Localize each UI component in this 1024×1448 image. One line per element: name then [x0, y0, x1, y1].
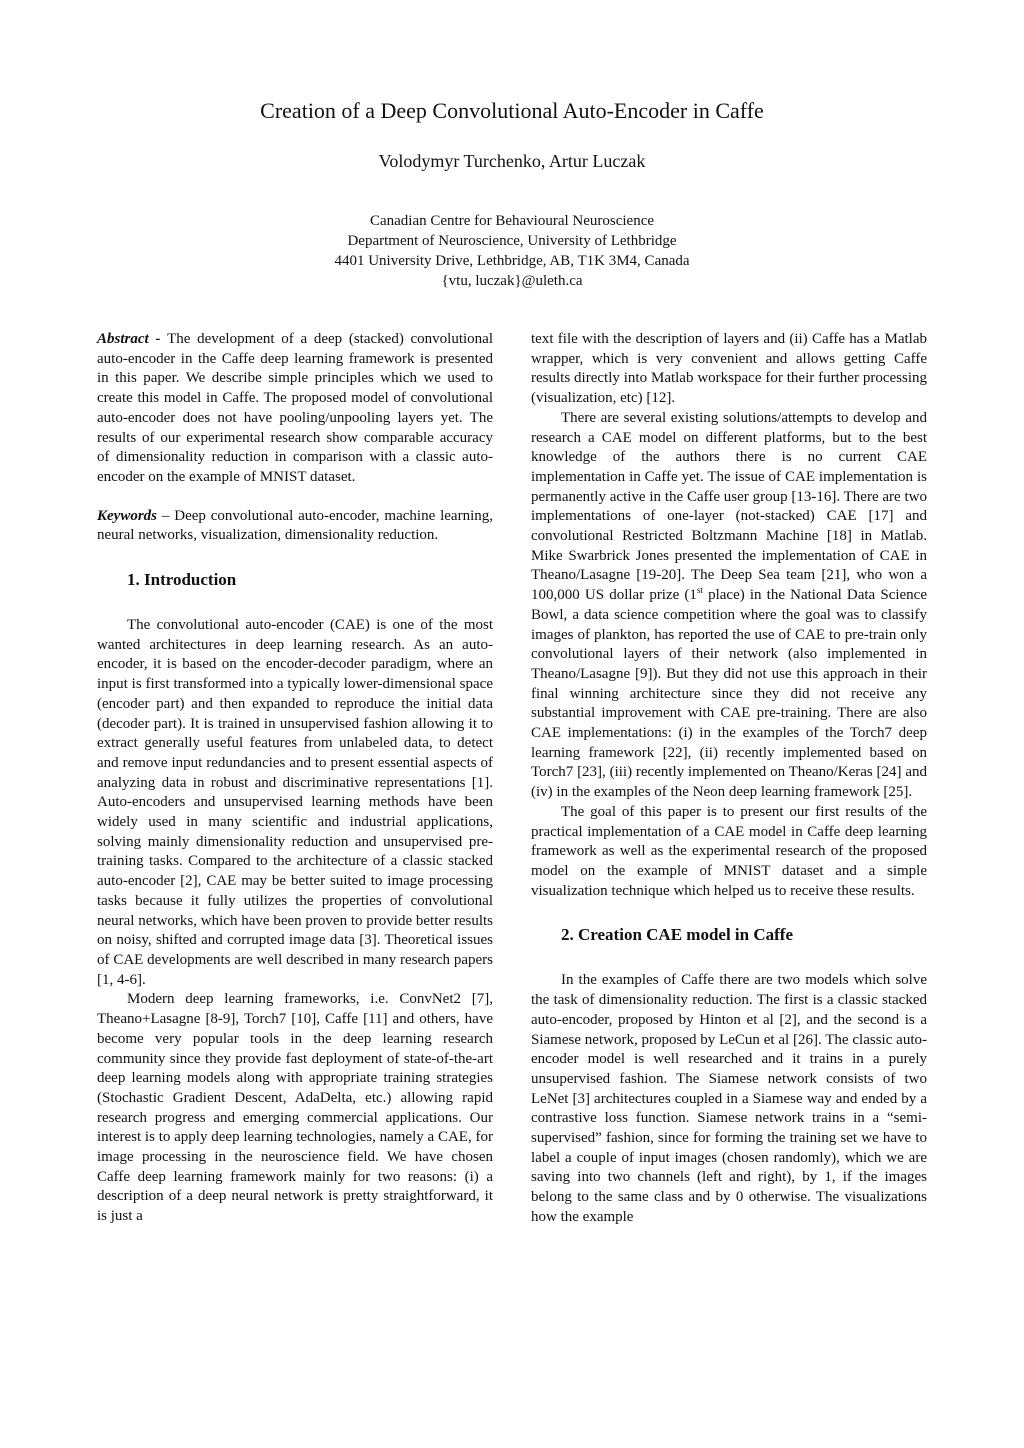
keywords-text: Deep convolutional auto-encoder, machine learning, neural networks, visualization, dimensionality reduction.	[97, 507, 494, 544]
abstract-text: The development of a deep (stacked) convolutional auto-encoder in the Caffe deep learning framework is presented in this paper. We describe simple principles which we used to create this model in Caffe. The proposed model of convolutional auto-encoder does not have pooling/unpooling layers yet. The results of our experimental research show comparable accuracy of dimensionality reduction in comparison with a classic auto-encoder on the example of MNIST dataset.	[97, 331, 494, 485]
section-heading-introduction: 1. Introduction	[127, 570, 237, 590]
superscript-st: st	[696, 585, 703, 596]
keywords	[97, 507, 493, 546]
affiliation	[0, 211, 1024, 291]
abstract-label: Abstract	[97, 331, 149, 347]
affiliation-line: Department of Neuroscience, University of Lethbridge	[347, 233, 677, 249]
abstract-separator: -	[148, 331, 168, 347]
left-column	[97, 330, 493, 1227]
intro-paragraph-1: The convolutional auto-encoder (CAE) is one of the most wanted architectures in deep learning research. As an auto-encoder, it is based on the encoder-decoder paradigm, where an input is first transformed into a typically lower-dimensional space (encoder part) and then expanded to reproduce the initial data (decoder part). It is trained in unsupervised fashion allowing it to extract generally useful features from unlabeled data, to detect and remove input redundancies and to present essential aspects of analyzing data in robust and discriminative representations [1]. Auto-encoders and unsupervised learning methods have been widely used in many scientific and industrial applications, solving mainly dimensionality reduction and unsupervised pre-training tasks. Compared to the architecture of a classic stacked auto-encoder [2], CAE may be better suited to image processing tasks because it fully utilizes the properties of convolutional neural networks, which have been proven to provide better results on noisy, shifted and corrupted image data [3]. Theoretical issues of CAE developments are well described in many research papers [1, 4-6].	[97, 617, 493, 988]
paper-title: Creation of a Deep Convolutional Auto-Encoder in Caffe	[260, 98, 764, 123]
intro-paragraph-2: Modern deep learning frameworks, i.e. ConvNet2 [7], Theano+Lasagne [8-9], Torch7 [10], Caffe [11] and others, have become very popular tools in the deep learning research community since they provide fast deployment of state-of-the-art deep learning models along with appropriate training strategies (Stochastic Gradient Descent, AdaDelta, etc.) allowing rapid research progress and emerging commercial applications. Our interest is to apply deep learning technologies, namely a CAE, for image processing in the neuroscience field. We have chosen Caffe deep learning framework mainly for two reasons: (i) a description of a deep neural network is pretty straightforward, it is just a	[97, 991, 493, 1225]
intro-paragraph-3: There are several existing solutions/attempts to develop and research a CAE model on different platforms, but to the best knowledge of the authors there is no current CAE implementation in Caffe yet. The issue of CAE implementation is permanently active in the Caffe user group [13-16]. There are two implementations of one-layer (not-stacked) CAE [17] and convolutional Restricted Boltzmann Machine [18] in Matlab. Mike Swarbrick Jones presented the implementation of CAE in Theano/Lasagne [19-20]. The Deep Sea team [21], who won a 100,000 US dollar prize (1st place) in the National Data Science Bowl, a data science competition where the goal was to classify images of plankton, has reported the use of CAE to pre-train only convolutional layers of their network (also implemented in Theano/Lasagne [9]). But they did not use this approach in their final winning architecture since they did not receive any substantial improvement with CAE pre-training. There are also CAE implementations: (i) in the examples of the Torch7 deep learning framework [22], (ii) recently implemented based on Torch7 [23], (iii) recently implemented on Theano/Keras [24] and (iv) in the examples of the Neon deep learning framework [25].	[531, 409, 927, 801]
section-heading-creation: 2. Creation CAE model in Caffe	[561, 925, 793, 945]
intro-paragraph-2-continued: text file with the description of layers and (ii) Caffe has a Matlab wrapper, which is very convenient and allows getting Caffe results directly into Matlab workspace for their further processing (visualization, etc) [12].	[531, 331, 927, 407]
keywords-label: Keywords	[97, 507, 157, 524]
section2-paragraph-1: In the examples of Caffe there are two models which solve the task of dimensionality reduction. The first is a classic stacked auto-encoder, proposed by Hinton et al [2], and the second is a Siamese network, proposed by LeCun et al [26]. The classic auto-encoder model is well researched and it trains in a purely unsupervised fashion. The Siamese network consists of two LeNet [3] architectures coupled in a Siamese way and ended by a contrastive loss function. Siamese network trains in a “semi-supervised” fashion, since for forming the training set we have to label a couple of input images (chosen randomly), which we are saving into two channels (left and right), by 1, if the images belong to the same class and by 0 otherwise. The visualizations how the example	[531, 972, 927, 1225]
intro-paragraph-4: The goal of this paper is to present our first results of the practical implementation of a CAE model in Caffe deep learning framework as well as the experimental research of the proposed model on the example of MNIST dataset and a simple visualization technique which helped us to receive these results.	[531, 803, 927, 899]
authors: Volodymyr Turchenko, Artur Luczak	[378, 151, 646, 171]
affiliation-line: Canadian Centre for Behavioural Neuroscience	[369, 213, 655, 229]
affiliation-email: {vtu, luczak}@uleth.ca	[441, 273, 583, 289]
abstract	[97, 330, 493, 488]
keywords-separator: –	[157, 507, 175, 524]
affiliation-line: 4401 University Drive, Lethbridge, AB, T1K 3M4, Canada	[334, 253, 690, 269]
right-column	[531, 330, 927, 1228]
